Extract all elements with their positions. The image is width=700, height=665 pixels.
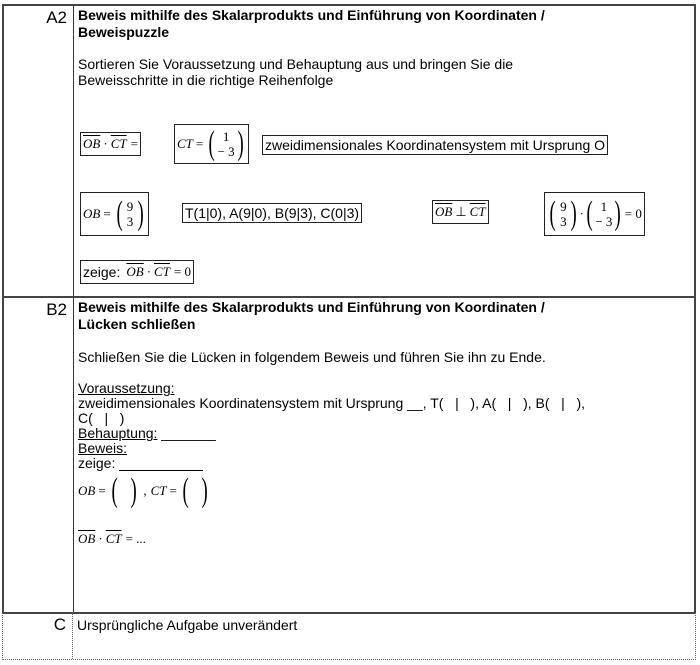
instruction-line: Sortieren Sie Voraussetzung und Behauptung aus und bringen Sie die [78,56,514,72]
vector-entry: − 3 [595,214,613,229]
vector-ob: OB [83,206,101,221]
vectors-line [78,471,690,511]
puzzle-card-show[interactable] [80,260,194,284]
task-instruction: Schließen Sie die Lücken in folgendem Beweis und führen Sie ihn zu Ende. [78,349,546,365]
puzzle-card-ct-vector[interactable] [174,124,249,164]
puzzle-card-perpendicular[interactable] [432,200,489,224]
title-line: Beweis mithilfe des Skalarprodukts und Einführung von Koordinaten / [78,7,545,23]
title-line: Beweispuzzle [78,24,170,40]
vector-ct: CT [177,136,193,151]
row-label: C [3,613,73,659]
dot-operator: · [98,531,103,546]
card-text: zweidimensionales Koordinatensystem mit Ursprung O [265,137,606,153]
puzzle-card-coordinate-system[interactable] [262,135,608,155]
premise-line: zweidimensionales Koordinatensystem mit Ursprung __, T( | ), A( | ), B( | ), [78,395,586,411]
claim-line [78,426,690,441]
proof-text [78,381,690,547]
dot-operator: · [103,136,108,151]
column-vector: ( 9 3 ) [549,195,578,232]
equals-sign: = [98,483,106,498]
vector-ct: $\overline{CT}$ [154,264,170,279]
card-text: T(1|0), A(9|0), B(9|3), C(0|3) [185,205,360,221]
comma: , [143,483,147,498]
row-label: A2 [4,6,74,296]
task-text: Ursprüngliche Aufgabe unverändert [77,617,298,633]
task-instruction [78,56,690,88]
column-vector: ( 9 3 ) [116,195,144,232]
equals-ellipsis: = ... [125,531,146,546]
equals-sign: = [130,136,138,151]
row-c [2,613,696,660]
card-prefix: zeige: [83,264,121,280]
show-line [78,456,690,471]
title-line: Beweis mithilfe des Skalarprodukts und Einführung von Koordinaten / [78,299,545,315]
row-content [77,613,691,659]
row-a2 [2,4,696,298]
task-title [78,7,690,41]
vector-ob: $\overline{OB}$ [126,264,144,279]
show-blank[interactable] [119,458,203,471]
equals-sign: = [195,136,204,151]
column-vector: ( 1 − 3 ) [586,195,622,232]
perpendicular-symbol: ⊥ [455,204,467,219]
title-line: Lücken schließen [78,316,196,332]
vector-ob: $\overline{OB}$ [83,136,101,151]
equals-zero: = 0 [173,264,192,279]
claim-blank[interactable]: _______ [157,425,216,441]
row-label: B2 [4,298,74,612]
vector-ob: $\overline{OB}$ [435,204,453,219]
row-b2 [2,296,696,614]
claim-heading: Behauptung: [78,425,158,441]
vector-ct: $\overline{CT}$ [469,204,486,219]
vector-ob: $\overline{OB}$ [78,531,96,546]
vector-ct: CT [150,483,167,498]
dot-operator: · [146,264,152,279]
equals-sign: = [103,206,111,221]
puzzle-card-ob-dot-ct[interactable] [80,132,141,156]
premise-line: C( | ) [78,410,125,426]
proof-heading: Beweis: [78,440,128,456]
vector-entry: 1 [600,199,608,214]
row-content [78,6,690,296]
row-content [78,298,690,612]
show-label: zeige: [78,455,116,471]
vector-entry: − 3 [217,144,235,159]
premise-heading: Voraussetzung: [78,380,175,396]
task-title [78,299,690,333]
blank-column-vector[interactable]: ( ) [182,472,208,509]
vector-entry: 3 [126,214,134,229]
vector-entry: 9 [560,199,567,214]
equals-zero: = 0 [624,206,642,221]
vector-ct: $\overline{CT}$ [110,136,127,151]
column-vector: ( 1 − 3 ) [208,125,244,162]
vector-ob: OB [78,483,96,498]
puzzle-card-scalar-product[interactable] [544,192,645,236]
puzzle-card-ob-vector[interactable] [80,192,149,236]
vector-entry: 9 [126,199,134,214]
vector-entry: 3 [560,214,567,229]
blank-column-vector[interactable]: ( ) [111,472,137,509]
dot-operator: · [579,206,584,221]
equals-sign: = [169,483,177,498]
puzzle-card-points[interactable] [182,203,362,223]
vector-entry: 1 [222,129,230,144]
final-line [78,531,690,547]
instruction-line: Beweisschritte in die richtige Reihenfolge [78,72,334,88]
vector-ct: $\overline{CT}$ [105,531,122,546]
